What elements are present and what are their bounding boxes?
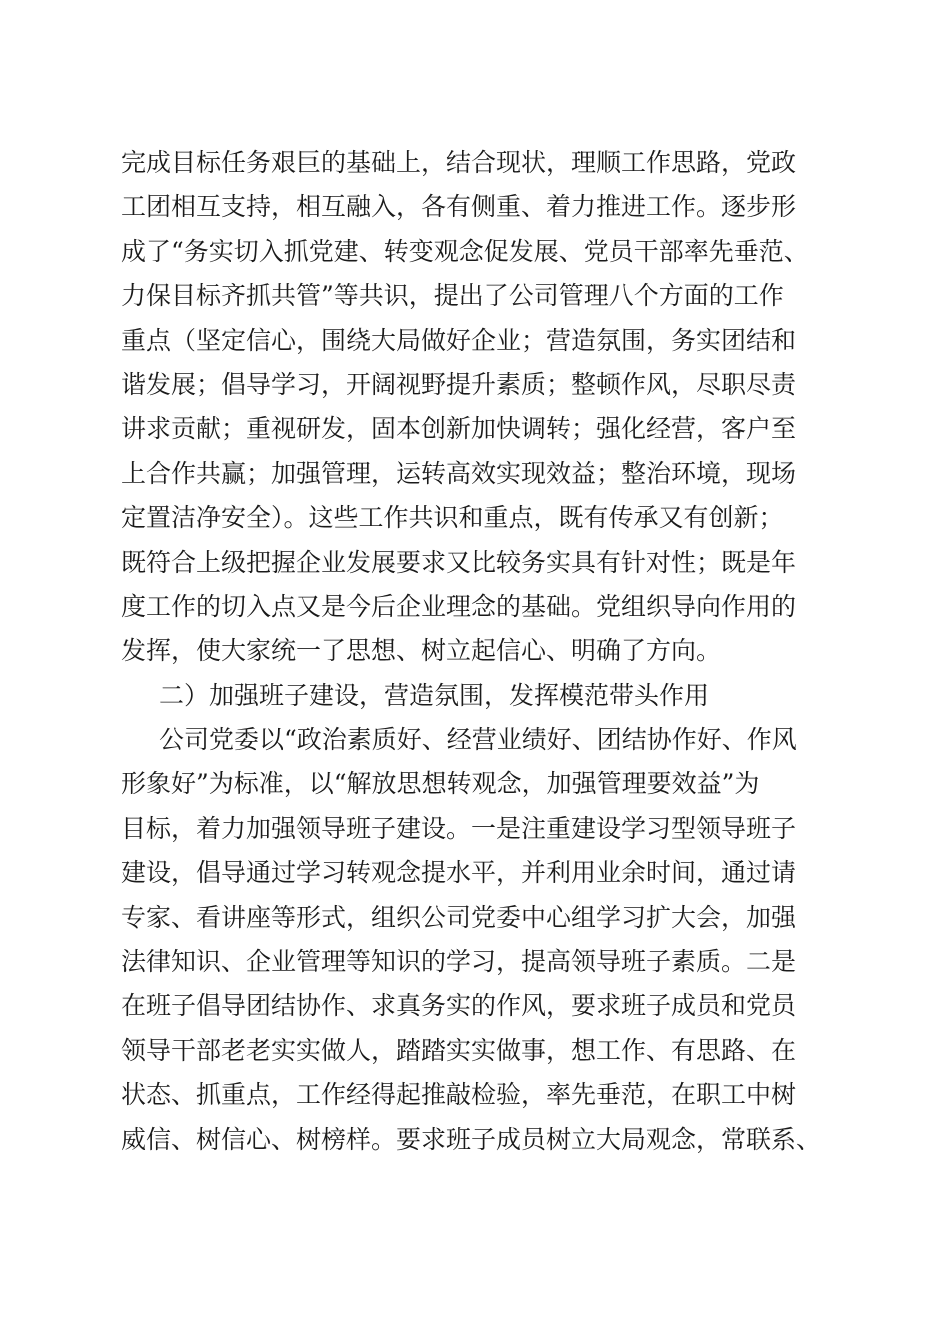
text-line: 成了“务实切入抓党建、转变观念促发展、党员干部率先垂范、: [121, 236, 809, 266]
text-line: 力保目标齐抓共管”等共识，提出了公司管理八个方面的工作: [121, 281, 784, 311]
text-line: 度工作的切入点又是今后企业理念的基础。党组织导向作用的: [121, 591, 797, 621]
text-line: 上合作共赢；加强管理，运转高效实现效益；整治环境，现场: [121, 458, 797, 488]
text-line: 在班子倡导团结协作、求真务实的作风，要求班子成员和党员: [121, 991, 797, 1021]
text-line: 建设，倡导通过学习转观念提水平，并利用业余时间，通过请: [121, 858, 797, 888]
text-line: 既符合上级把握企业发展要求又比较务实具有针对性；既是年: [121, 547, 797, 577]
text-line: 定置洁净安全）。这些工作共识和重点，既有传承又有创新；: [121, 503, 784, 533]
text-line: 专家、看讲座等形式，组织公司党委中心组学习扩大会，加强: [121, 902, 797, 932]
text-line: 重点（坚定信心，围绕大局做好企业；营造氛围，务实团结和: [121, 325, 797, 355]
text-line: 谐发展；倡导学习，开阔视野提升素质；整顿作风，尽职尽责: [121, 369, 797, 399]
text-line: 威信、树信心、树榜样。要求班子成员树立大局观念，常联系、: [121, 1124, 822, 1154]
text-line: 公司党委以“政治素质好、经营业绩好、团结协作好、作风: [159, 725, 797, 755]
text-line: 目标，着力加强领导班子建设。一是注重建设学习型领导班子: [121, 813, 797, 843]
text-line: 领导干部老老实实做人，踏踏实实做事，想工作、有思路、在: [121, 1035, 797, 1065]
text-line: 法律知识、企业管理等知识的学习，提高领导班子素质。二是: [121, 947, 797, 977]
text-line: 讲求贡献；重视研发，固本创新加快调转；强化经营，客户至: [121, 414, 797, 444]
text-line: 形象好”为标准，以“解放思想转观念，加强管理要效益”为: [121, 769, 760, 799]
text-line: 状态、抓重点，工作经得起推敲检验，率先垂范，在职工中树: [121, 1080, 797, 1110]
text-line: 工团相互支持，相互融入，各有侧重、着力推进工作。逐步形: [121, 192, 797, 222]
text-line: 发挥，使大家统一了思想、树立起信心、明确了方向。: [121, 636, 722, 666]
section-heading: 二）加强班子建设，营造氛围，发挥模范带头作用: [159, 680, 710, 710]
body-text: [121, 141, 841, 1162]
text-line: 完成目标任务艰巨的基础上，结合现状，理顺工作思路，党政: [121, 148, 797, 177]
